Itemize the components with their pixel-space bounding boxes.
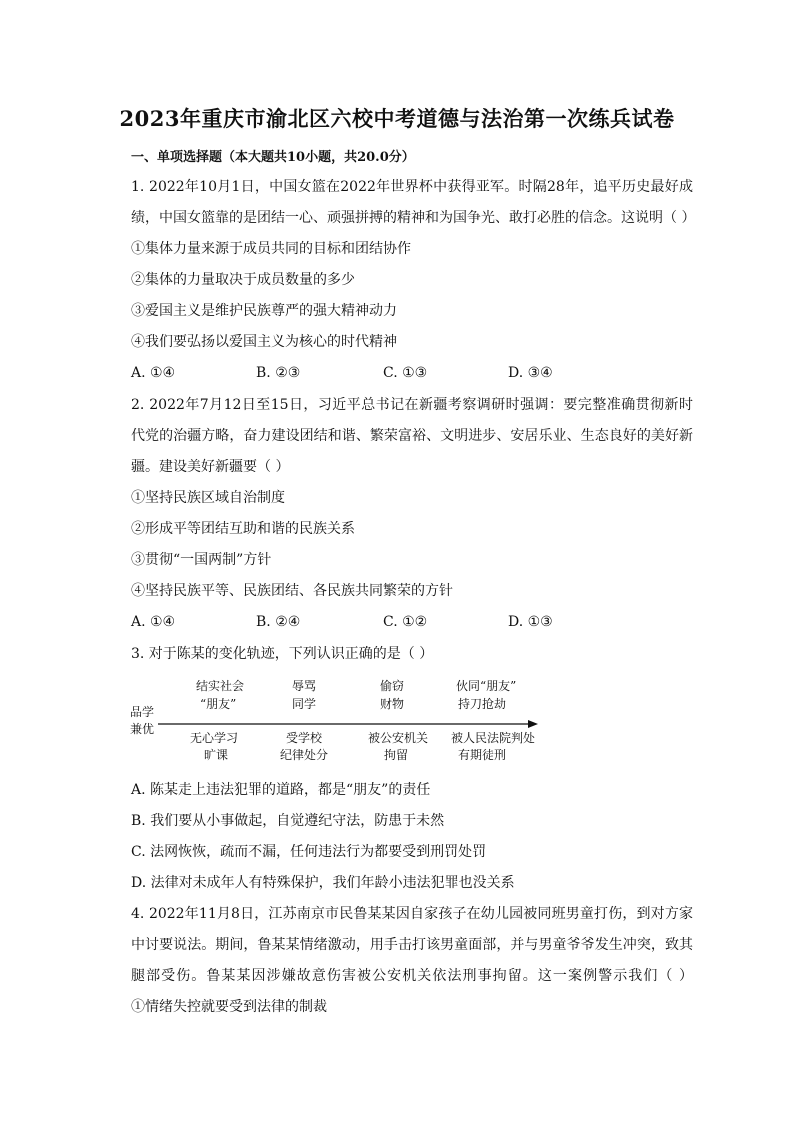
stage-3-bottom-line-2: 拘留 (384, 748, 409, 762)
start-label-line-1: 品学 (130, 705, 155, 719)
question-4-line-2: 中讨要说法。期间，鲁某某情绪激动，用手击打该男童面部，并与男童爷爷发生冲突，致其 (131, 937, 693, 953)
question-4-line-1: 4. 2022年11月8日，江苏南京市民鲁某某因自家孩子在幼儿园被同班男童打伤，到对方家 (131, 906, 693, 922)
question-1-item-2: ②集体的力量取决于成员数量的多少 (131, 272, 355, 288)
question-2-item-2: ②形成平等团结互助和谐的民族关系 (131, 521, 355, 537)
stage-1-top-line-2: “朋友” (200, 697, 237, 711)
question-4-line-3: 腿部受伤。鲁某某因涉嫌故意伤害被公安机关依法刑事拘留。这一案例警示我们（ ） (131, 968, 693, 984)
stage-2-bottom-line-2: 纪律处分 (280, 748, 329, 762)
stage-1-bottom-line-2: 旷课 (204, 748, 229, 762)
question-2-item-3: ③贯彻“一国两制”方针 (131, 552, 272, 568)
stage-4-bottom-line-1: 被人民法院判处 (451, 731, 536, 745)
question-2-line-3: 疆。建设美好新疆要（ ） (131, 459, 290, 475)
question-2-item-1: ①坚持民族区域自治制度 (131, 490, 285, 506)
page-title: 2023年重庆市渝北区六校中考道德与法治第一次练兵试卷 (119, 106, 675, 131)
question-3-choice-c: C. 法网恢恢，疏而不漏，任何违法行为都要受到刑罚处罚 (131, 844, 487, 860)
stage-2-top-line-2: 同学 (292, 697, 317, 711)
question-1-item-4: ④我们要弘扬以爱国主义为核心的时代精神 (131, 334, 397, 350)
question-3-choice-d: D. 法律对未成年人有特殊保护，我们年龄小违法犯罪也没关系 (131, 875, 515, 891)
stage-1-top-line-1: 结实社会 (196, 679, 245, 693)
question-4-item-1: ①情绪失控就要受到法律的制裁 (131, 999, 327, 1015)
question-2-option-c: C. ①② (383, 614, 428, 630)
stage-3-top-line-2: 财物 (380, 697, 405, 711)
stage-1-bottom-line-1: 无心学习 (190, 731, 239, 745)
question-1-option-a: A. ①④ (131, 365, 176, 381)
question-3-stem: 3. 对于陈某的变化轨迹，下列认识正确的是（ ） (131, 646, 434, 662)
question-2-option-a: A. ①④ (131, 614, 176, 630)
stage-3-bottom-line-1: 被公安机关 (368, 731, 429, 745)
question-3-choice-a: A. 陈某走上违法犯罪的道路，都是“朋友”的责任 (131, 782, 431, 798)
question-1-option-b: B. ②③ (256, 365, 301, 381)
question-2-option-d: D. ①③ (508, 614, 553, 630)
stage-2-top-line-1: 辱骂 (292, 679, 317, 693)
stage-2-bottom-line-1: 受学校 (286, 731, 323, 745)
question-2-line-1: 2. 2022年7月12日至15日，习近平总书记在新疆考察调研时强调：要完整准确贯彻新时 (131, 397, 693, 413)
stage-4-bottom-line-2: 有期徒刑 (458, 748, 507, 762)
question-1-option-d: D. ③④ (508, 365, 553, 381)
stage-4-top-line-1: 伙同“朋友” (456, 679, 517, 693)
question-1-line-2: 绩，中国女篮靠的是团结一心、顽强拼搏的精神和为国争光、敢打必胜的信念。这说明（ ） (131, 210, 696, 226)
trajectory-diagram (128, 672, 558, 772)
section-heading: 一、单项选择题（本大题共10小题，共20.0分） (131, 150, 415, 165)
question-2-item-4: ④坚持民族平等、民族团结、各民族共同繁荣的方针 (131, 583, 453, 599)
question-1-item-1: ①集体力量来源于成员共同的目标和团结协作 (131, 241, 411, 257)
question-2-option-b: B. ②④ (256, 614, 301, 630)
stage-3-top-line-1: 偷窃 (380, 679, 405, 693)
question-2-line-2: 代党的治疆方略，奋力建设团结和谐、繁荣富裕、文明进步、安居乐业、生态良好的美好新 (131, 428, 693, 444)
stage-4-top-line-2: 持刀抢劫 (458, 697, 507, 711)
question-1-line-1: 1. 2022年10月1日，中国女篮在2022年世界杯中获得亚军。时隔28年，追平历史最好成 (131, 179, 693, 195)
question-1-option-c: C. ①③ (383, 365, 428, 381)
question-3-choice-b: B. 我们要从小事做起，自觉遵纪守法，防患于未然 (131, 813, 445, 829)
question-1-item-3: ③爱国主义是维护民族尊严的强大精神动力 (131, 303, 397, 319)
start-label-line-2: 兼优 (130, 722, 155, 736)
